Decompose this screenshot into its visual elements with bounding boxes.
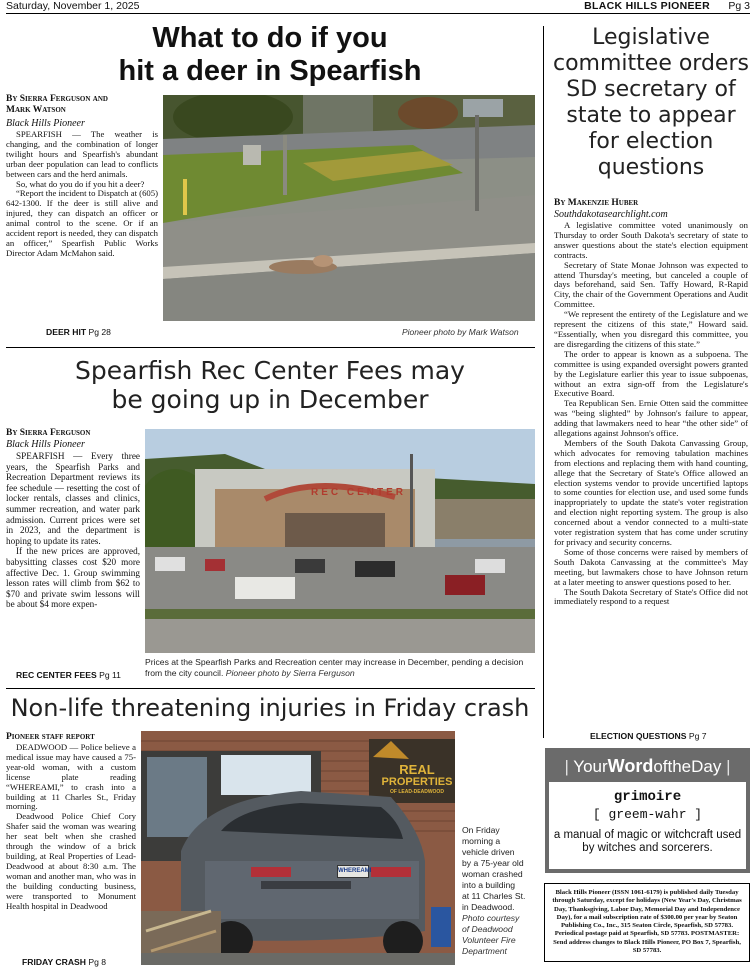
word-of-the-day-content xyxy=(549,782,746,869)
crash-article xyxy=(6,732,136,911)
legislative-body: A legislative committee voted unanimously on Thursday to order South Dakota's secretary of state to answer questions about the state's election equipment contracts. Secretary of State Monae Johnson was expected to attend Thursday's meeting, but canceled a couple of days beforehand, said Sen. Taffy Howard, R-Rapid City, the chair of the Government Operations and Audit Committee. “We represent the entirety of the Legislature and we represent the citizens of this state,” Howard said. “Essentially, when you disregard this committee, you are disregarding the citizens of this state.” The order to appear is known as a subpoena. The committee is using expanded oversight powers granted by the Legislature earlier this year to issue subpoenas, without an extra sign-off from the Legislature's Executive Board. Tea Republican Sen. Ernie Otten said the committee was “being slighted” by Johnson's failure to appear, adding that lawmakers need to hear “the other side” of allegations against Johnson's office. Members of the South Dakota Canvassing Group, which advocates for removing tabulation machines from elections and replacing them with hand counting, allege that the Secretary of State's Office allowed an election systems vendor to provide uncertified laptops to some counties for election use, and used some funds inappropriately to update the state's voter registration and election night reporting system. The group is also concerned about a vendor connected to a multi-state voter registration system that has come under scrutiny for privacy and security concerns. Some of those concerns were raised by members of South Dakota Canvassing at the committee's May meeting, but lawmakers chose to have Johnson return at a later meeting to answer questions posed to her. The South Dakota Secretary of State's Office did not immediately respond to a request xyxy=(554,220,748,607)
legislative-byline: By Makenzie Huber xyxy=(554,198,639,208)
deer-jump-link[interactable]: DEER HIT Pg 28 xyxy=(46,327,111,337)
newspaper-name: BLACK HILLS PIONEER xyxy=(584,0,710,12)
rec-headline: Spearfish Rec Center Fees may be going up in December xyxy=(75,356,465,414)
rec-body: SPEARFISH — Every three years, the Spearfish Parks and Recreation Department reviews its fee schedule — resetting the cost of locker rentals, classes and clinics, summer recreation, and water park admission. Current prices were set in 2023, and the department is hoping to update its rates. If the new prices are approved, babysitting classes cost $20 more affective Dec. 1. Group swimming lesson rates will climb from $62 to $70 and private swim lessons will be about $4 more expen- xyxy=(6,451,140,610)
rec-photo xyxy=(145,429,535,653)
word-of-the-day-box xyxy=(545,748,750,873)
crash-photo xyxy=(141,731,455,965)
rec-article xyxy=(6,428,140,610)
section-rule xyxy=(6,688,535,689)
rec-caption: Prices at the Spearfish Parks and Recreation center may increase in December, pending a decision from the city council. Pioneer photo by Sierra Ferguson xyxy=(145,657,524,678)
crash-caption: On Friday morning a vehicle driven by a 75-year old woman crashed into a building at 11 Charles St. in Deadwood. Photo courtesy of Deadwood Volunteer Fire Department xyxy=(462,825,526,956)
section-rule xyxy=(6,347,535,348)
crash-jump-link[interactable]: FRIDAY CRASH Pg 8 xyxy=(22,957,107,967)
legislative-headline: Legislative committee orders SD secretary of state to appear for election questions xyxy=(553,25,749,180)
crash-byline: Pioneer staff report xyxy=(6,732,95,742)
deer-headline: What to do if you hit a deer in Spearfish xyxy=(118,22,422,87)
legislative-jump-link[interactable]: ELECTION QUESTIONS Pg 7 xyxy=(590,731,707,741)
rec-source: Black Hills Pioneer xyxy=(6,439,85,450)
column-divider xyxy=(543,26,544,738)
deer-byline: By Sierra Ferguson and Mark Watson xyxy=(6,94,108,115)
pronunciation: [ greem-wahr ] xyxy=(592,807,703,822)
deer-source: Black Hills Pioneer xyxy=(6,118,85,129)
rec-center-sign: REC CENTER xyxy=(311,487,407,498)
legislative-article xyxy=(554,198,748,607)
license-plate: WHEREAMI xyxy=(337,865,369,878)
issue-date: Saturday, November 1, 2025 xyxy=(6,0,140,12)
definition: a manual of magic or witchcraft used by witches and sorcerers. xyxy=(553,829,742,854)
publication-statement: Black Hills Pioneer (ISSN 1061-6179) is published daily Tuesday through Saturday, except for holidays (New Year's Day, Christmas Day, Thanksgiving, Labor Day, Memorial Day and Independence Day), for a mail subscription rate of $300.00 per year by Seaton Publishing Co., Inc., 315 Seaton Circle, Spearfish, SD 57783. Periodical postage paid at Spearfish, SD 57783. POSTMASTER: Send address changes to Black Hills Pioneer, PO Box 7, Spearfish, SD 57783. xyxy=(544,883,750,962)
deer-article xyxy=(6,94,158,259)
legislative-source: Southdakotasearchlight.com xyxy=(554,209,668,220)
word: grimoire xyxy=(613,789,682,805)
deer-photo xyxy=(163,95,535,321)
crash-body: DEADWOOD — Police believe a medical issue may have caused a 75-year-old woman, with a custom license plate reading “WHEREAMI,” to crash into a building at 11 Charles St., Friday morning. Deadwood Police Chief Cory Shafer said the woman was wearing her seat belt when she crashed through the window of a brick building, at Real Properties of Lead-Deadwood at about 8:30 a.m. The woman and another man, who was in the building conducting business, were transported to Monument Health hospital in Deadwood xyxy=(6,742,136,911)
word-of-the-day-title: | YourWordoftheDay | xyxy=(564,756,731,776)
deer-body: SPEARFISH — The weather is changing, and the combination of longer twilight hours and Spearfish's abundant urban deer population can lead to conflicts between cars and the herd animals. So, what do you do if you hit a deer? “Report the incident to Dispatch at (605) 642-1300. If the deer is still alive and injured, they can dispatch an officer or animal control to the scene. Or if an accident report is needed, they can dispatch an officer,” Spearfish Public Works Director Adam McMahon said. xyxy=(6,129,158,258)
page-header xyxy=(6,0,750,14)
rec-jump-link[interactable]: REC CENTER FEES Pg 11 xyxy=(16,670,121,680)
rec-byline: By Sierra Ferguson xyxy=(6,428,91,438)
deer-photo-credit: Pioneer photo by Mark Watson xyxy=(402,327,519,337)
page-number: Pg 3 xyxy=(728,0,750,12)
real-properties-sign: REAL PROPERTIES OF LEAD-DEADWOOD xyxy=(381,762,453,795)
crash-headline: Non-life threatening injuries in Friday crash xyxy=(10,694,530,722)
